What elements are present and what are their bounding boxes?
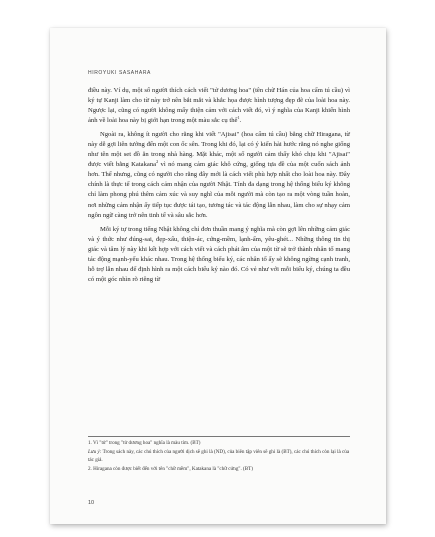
footnote-ref-1: 1	[237, 114, 240, 120]
footnote-note-text: Trong sách này, các chú thích của người dịch sẽ ghi là (ND), của biên tập viên sẽ ghi là (BT), các chú thích còn lại là của tác giả.	[88, 449, 350, 463]
page-number: 10	[88, 500, 95, 506]
footnote-note-label: Lưu ý:	[88, 449, 102, 456]
paragraph-2-rest: vì nó mang cảm giác khô cứng, giống tựa đề của một cuốn sách ảnh hơn. Thế nhưng, cũng có người cho rằng đây mới là cách viết phù hợp nhất cho loài hoa này. Đây chính là thực tế trong cách cảm nhận của người Nhật. Tính đa dạng trong hệ thống biểu ký không chỉ làm phong phú thêm cảm xúc và suy nghĩ của mỗi người mà còn tạo ra một vòng tuần hoàn, nơi những cảm nhận ấy tiếp tục được tái tạo, tương tác và tác động lẫn nhau, làm cho sự nhạy cảm ngôn ngữ càng trở nên tinh tế và sâu sắc hơn.	[88, 161, 351, 219]
footnote-divider	[88, 436, 350, 437]
paragraph-1-end: .	[239, 117, 242, 125]
running-header: HIROYUKI SASAHARA	[88, 70, 151, 76]
footnotes	[88, 440, 350, 475]
body-text	[88, 86, 350, 285]
book-page	[50, 28, 386, 524]
paragraph-1	[88, 86, 350, 126]
footnote-ref-2: 2	[156, 159, 159, 165]
footnote-1: 1. Vì "tử" trong "tử dương hoa" nghĩa là màu tím. (BT)	[88, 440, 201, 446]
paragraph-1-text: điều này. Ví dụ, một số người thích cách viết "tử dương hoa" (tên chữ Hán của hoa cẩm tú cầu) vì ký tự Kanji làm cho từ này trở nên bắt mắt và khắc họa được hình tượng đẹp đẽ của loài hoa này. Ngược lại, cũng có người không mấy thiện cảm với cách viết đó, vì ý nghĩa của Kanji khiến hình ảnh về loài hoa này bị giới hạn trong một màu sắc cụ thể	[88, 87, 350, 125]
paragraph-3: Mỗi ký tự trong tiếng Nhật không chỉ đơn thuần mang ý nghĩa mà còn gợi lên những cảm giác và ý thức như đúng-sai, đẹp-xấu, thiện-ác, cứng-mềm, lạnh-ấm, yêu-ghét... Những thông tin thị giác và tâm lý này khi kết hợp với cách viết và cách phát âm của một từ sẽ trở thành nhân tố mang tác động mạnh-yếu khác nhau. Trong hệ thống biểu ký, các nhân tố ấy sẽ không ngừng cạnh tranh, hỗ trợ lẫn nhau để định hình ra một cách biểu ký nào đó. Có vẻ như với mỗi biểu ký, chúng ta đều có một góc nhìn rõ riêng từ	[88, 225, 350, 283]
paragraph-2	[88, 130, 350, 220]
footnote-2: 2. Hiragana còn được biết đến với tên "chữ mềm", Katakana là "chữ cứng". (BT)	[88, 466, 253, 473]
footnote-note	[88, 449, 350, 464]
paragraph-2-text: Ngoài ra, không ít người cho rằng khi viết "Ajisai" (hoa cẩm tú cầu) bằng chữ Hiragana, từ này dễ gợi liên tưởng đến một con ốc sên. Trong khi đó, lại có ý kiến hài hước rằng nó nghe giống như tên một set đồ ăn trong nhà hàng. Mặt khác, một số người cảm thấy khó chịu khi "Ajisai" được viết bằng Katakana	[88, 131, 350, 169]
